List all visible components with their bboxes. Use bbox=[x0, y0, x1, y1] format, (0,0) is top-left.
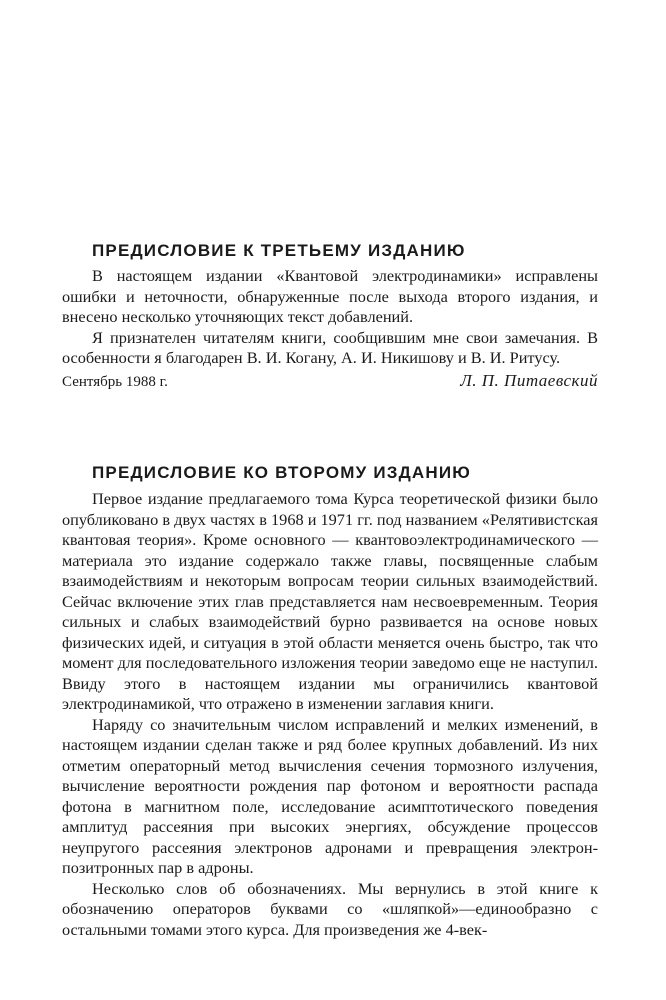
preface-second-edition-title: ПРЕДИСЛОВИЕ КО ВТОРОМУ ИЗДАНИЮ bbox=[92, 463, 472, 482]
author-signature: Л. П. Питаевский bbox=[460, 370, 598, 390]
paragraph: Первое издание предлагаемого тома Курса теоретической физики было опубликовано в двух частях в 1968 и 1971 гг. под названием «Релятивистская квантовая теория». Кроме основного — квантовоэлектродинамического — материала это издание содержало также главы, посвященные слабым взаимодействиям и некоторым вопросам теории сильных взаимодействий. Сейчас включение этих глав представляется нам несвоевременным. Теория сильных и слабых взаимодействий бурно развивается на основе новых физических идей, и ситуация в этой области меняется очень быстро, так что момент для последовательного изложения теории заведомо еще не наступил. Ввиду этого в настоящем издании мы ограничились квантовой электродинамикой, что отражено в изменении заглавия книги. bbox=[62, 489, 598, 713]
paragraph: Я признателен читателям книги, сообщившим мне свои замечания. В особенности я благодарен В. И. Когану, А. И. Никишову и В. И. Ритусу. bbox=[62, 327, 598, 367]
preface-third-edition-body bbox=[62, 266, 598, 391]
paragraph: Несколько слов об обозначениях. Мы вернулись в этой книге к обозначению операторов буквами со «шляпкой»—единообразно с остальными томами этого курса. Для произведения же 4-век- bbox=[62, 878, 598, 939]
signature-row bbox=[62, 371, 598, 391]
paragraph: В настоящем издании «Квантовой электродинамики» исправлены ошибки и неточности, обнаруженные после выхода второго издания, и внесено несколько уточняющих текст добавлений. bbox=[62, 266, 598, 326]
preface-second-edition-body bbox=[62, 489, 598, 940]
preface-date: Сентябрь 1988 г. bbox=[62, 373, 168, 390]
preface-third-edition-title: ПРЕДИСЛОВИЕ К ТРЕТЬЕМУ ИЗДАНИЮ bbox=[92, 241, 466, 260]
book-page bbox=[62, 0, 598, 1000]
paragraph: Наряду со значительным числом исправлений и мелких изменений, в настоящем издании сделан также и ряд более крупных добавлений. Из них отметим операторный метод вычисления сечения тормозного излучения, вычисление вероятности рождения пар фотоном и вероятности распада фотона в магнитном поле, исследование асимптотического поведения амплитуд рассеяния при высоких энергиях, обсуждение процессов неупругого рассеяния электронов адронами и превращения электрон-позитронных пар в адроны. bbox=[62, 714, 598, 877]
